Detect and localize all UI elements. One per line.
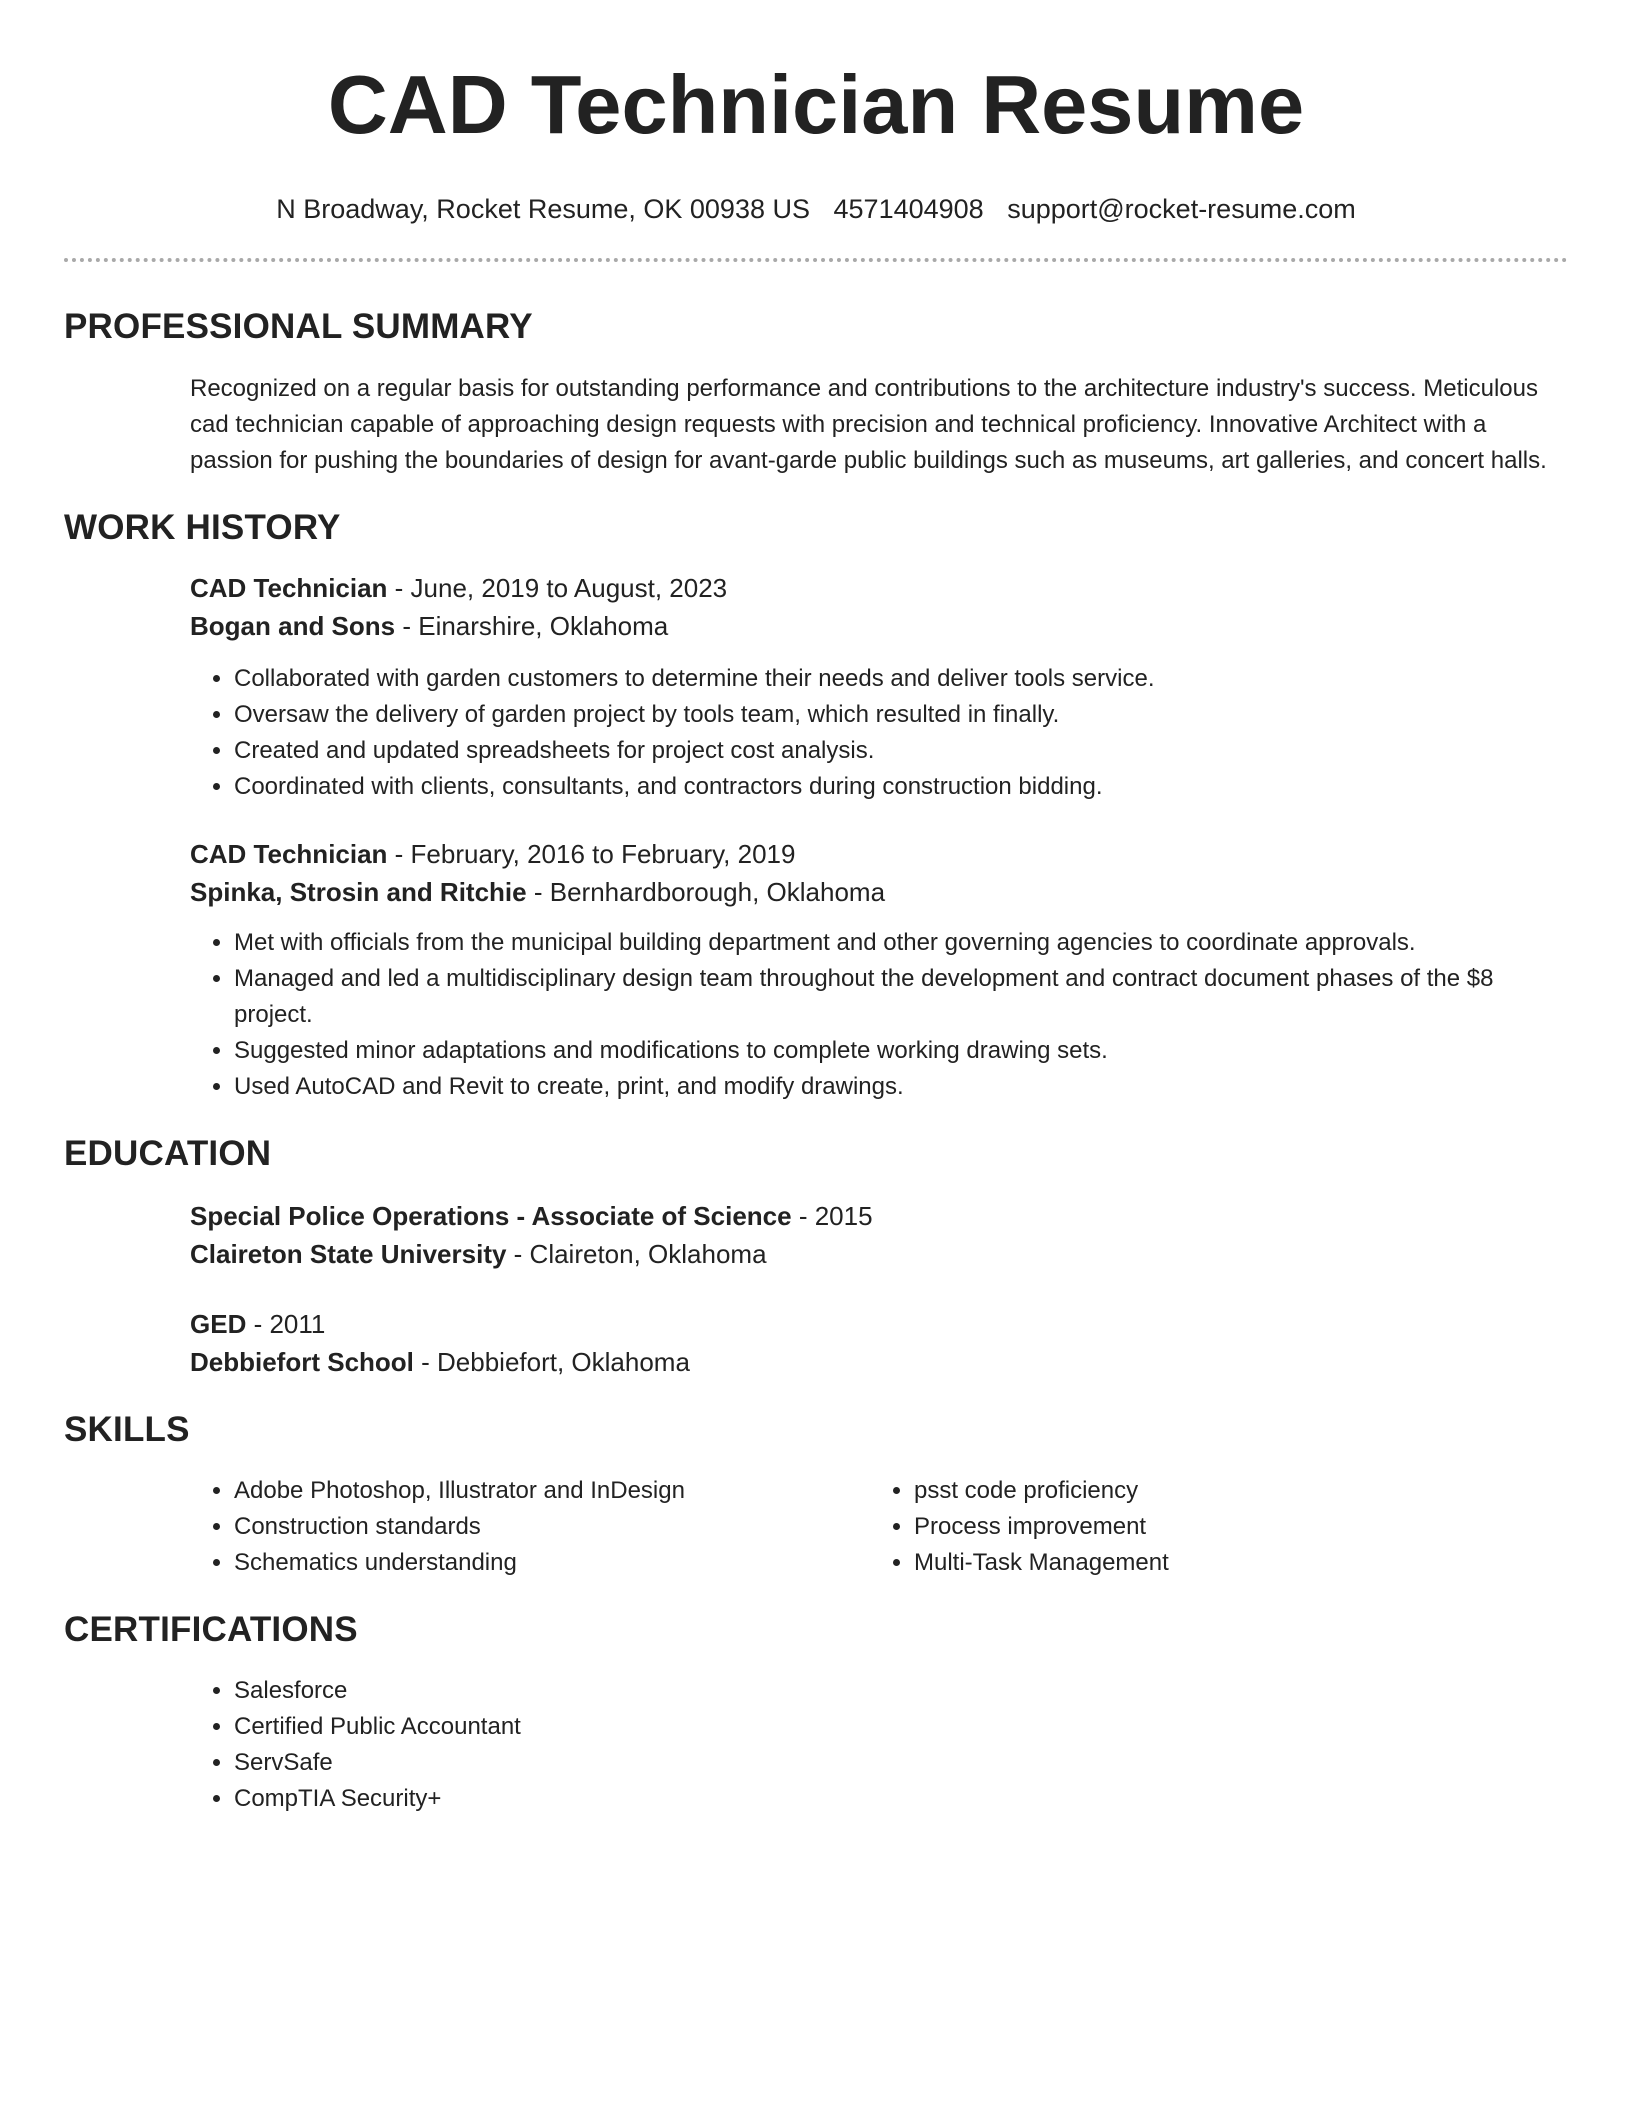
summary-text: Recognized on a regular basis for outstanding performance and contributions to the architecture industry's success. Meticulous cad technician capable of approaching design requests with precision and technical proficiency. Innovative Architect with a passion for pushing the boundaries of design for avant-garde public buildings such as museums, art galleries, and concert halls.	[190, 375, 1547, 474]
job-bullet: • Created and updated spreadsheets for project cost analysis.	[234, 733, 1568, 769]
skill-item: • psst code proficiency	[914, 1473, 1550, 1509]
contact-address: N Broadway, Rocket Resume, OK 00938 US	[276, 194, 810, 224]
section-title-work: WORK HISTORY	[64, 508, 341, 547]
job-dates: - June, 2019 to August, 2023	[387, 573, 728, 603]
section-title-certifications: CERTIFICATIONS	[64, 1610, 358, 1649]
education-school: Debbiefort School	[190, 1347, 414, 1377]
job-location: - Bernhardborough, Oklahoma	[526, 877, 886, 907]
skill-item: • Multi-Task Management	[914, 1545, 1550, 1581]
job-company-line	[190, 607, 1568, 645]
skills-column-left	[190, 1473, 870, 1581]
job-bullet: • Managed and led a multidisciplinary design team throughout the development and contract document phases of the $8 project.	[234, 961, 1568, 1033]
section-title-skills: SKILLS	[64, 1410, 190, 1449]
education-location: - Claireton, Oklahoma	[506, 1239, 767, 1269]
job-bullet: • Oversaw the delivery of garden project by tools team, which resulted in finally.	[234, 697, 1568, 733]
education-year: - 2011	[246, 1309, 326, 1339]
education-school-line	[190, 1343, 1568, 1381]
skill-item: • Process improvement	[914, 1509, 1550, 1545]
job-bullets	[190, 925, 1568, 1105]
job-bullet: • Coordinated with clients, consultants, and contractors during construction bidding.	[234, 769, 1568, 805]
job-dates: - February, 2016 to February, 2019	[387, 839, 796, 869]
skill-item: • Schematics understanding	[234, 1545, 870, 1581]
education-location: - Debbiefort, Oklahoma	[413, 1347, 690, 1377]
job-position: CAD Technician	[190, 839, 388, 869]
skills-list	[870, 1473, 1550, 1581]
resume-title: CAD Technician Resume	[327, 58, 1305, 151]
certification-item: • Salesforce	[234, 1673, 1568, 1709]
job-company: Spinka, Strosin and Ritchie	[190, 877, 527, 907]
header-divider	[64, 258, 1568, 262]
job-company: Bogan and Sons	[190, 611, 396, 641]
certifications-block	[190, 1673, 1568, 1817]
education-entry	[190, 1197, 1568, 1273]
contact-line	[64, 192, 1568, 226]
skills-list	[190, 1473, 870, 1581]
job-location: - Einarshire, Oklahoma	[395, 611, 669, 641]
education-degree-line	[190, 1305, 1568, 1343]
section-title-summary: PROFESSIONAL SUMMARY	[64, 307, 533, 346]
job-position: CAD Technician	[190, 573, 388, 603]
certification-item: • Certified Public Accountant	[234, 1709, 1568, 1745]
skills-columns	[190, 1473, 1568, 1581]
job-title-line	[190, 835, 1568, 873]
contact-phone: 4571404908	[833, 194, 984, 224]
job-bullets	[190, 661, 1568, 805]
skills-column-right	[870, 1473, 1550, 1581]
education-degree-line	[190, 1197, 1568, 1235]
education-entry	[190, 1305, 1568, 1381]
job-bullet: • Met with officials from the municipal building department and other governing agencies to coordinate approvals.	[234, 925, 1568, 961]
certifications-list	[190, 1673, 1568, 1817]
certification-item: • ServSafe	[234, 1745, 1568, 1781]
skill-item: • Construction standards	[234, 1509, 870, 1545]
job-bullet: • Used AutoCAD and Revit to create, print, and modify drawings.	[234, 1069, 1568, 1105]
job-entry	[190, 569, 1568, 805]
section-title-education: EDUCATION	[64, 1134, 272, 1173]
education-year: - 2015	[791, 1201, 873, 1231]
job-entry	[190, 835, 1568, 1105]
skill-item: • Adobe Photoshop, Illustrator and InDesign	[234, 1473, 870, 1509]
education-school: Claireton State University	[190, 1239, 507, 1269]
job-bullet: • Collaborated with garden customers to determine their needs and deliver tools service.	[234, 661, 1568, 697]
job-company-line	[190, 873, 1568, 911]
certification-item: • CompTIA Security+	[234, 1781, 1568, 1817]
contact-email: support@rocket-resume.com	[1007, 194, 1356, 224]
job-title-line	[190, 569, 1568, 607]
job-bullet: • Suggested minor adaptations and modifications to complete working drawing sets.	[234, 1033, 1568, 1069]
education-degree: GED	[190, 1309, 247, 1339]
education-school-line	[190, 1235, 1568, 1273]
education-degree: Special Police Operations - Associate of Science	[190, 1201, 792, 1231]
